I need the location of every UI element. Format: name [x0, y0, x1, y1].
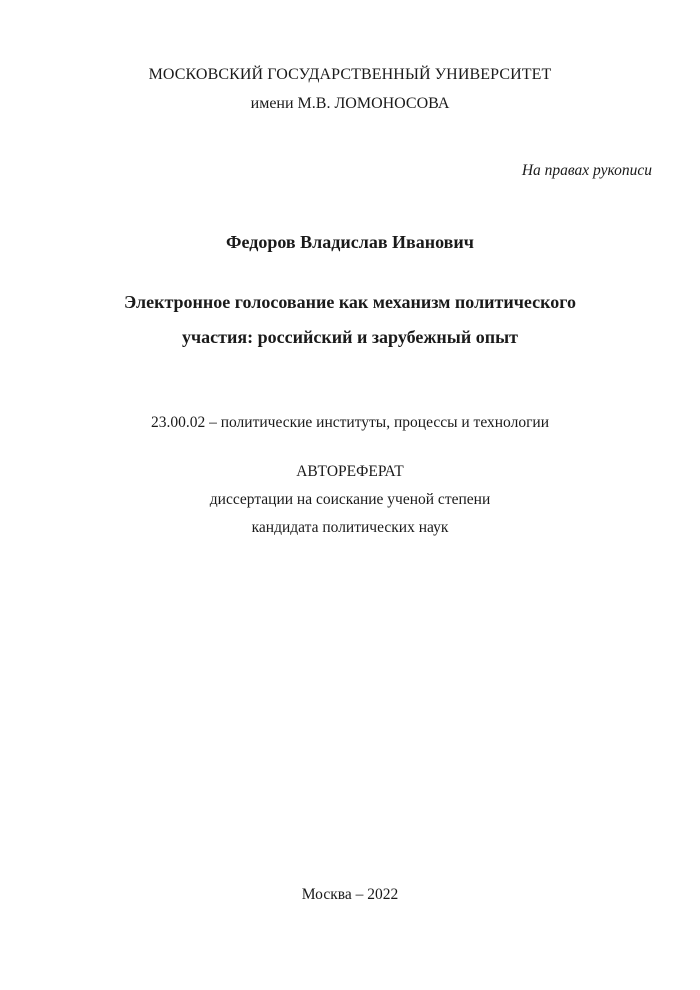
dissertation-title-line1: Электронное голосование как механизм политического [124, 292, 576, 312]
specialty-code: 23.00.02 – политические институты, процессы и технологии [150, 414, 550, 431]
university-honorific: имени М.В. ЛОМОНОСОВА [250, 95, 450, 112]
city-year: Москва – 2022 [301, 886, 399, 903]
dissertation-title-line2: участия: российский и зарубежный опыт [182, 327, 518, 347]
manuscript-note: На правах рукописи [521, 162, 652, 179]
abstract-heading: АВТОРЕФЕРАТ [296, 463, 404, 480]
author-name: Федоров Владислав Иванович [226, 232, 474, 252]
abstract-description-line2: кандидата политических наук [251, 519, 449, 536]
university-name: МОСКОВСКИЙ ГОСУДАРСТВЕННЫЙ УНИВЕРСИТЕТ [148, 66, 552, 83]
abstract-description-line1: диссертации на соискание ученой степени [209, 491, 491, 508]
